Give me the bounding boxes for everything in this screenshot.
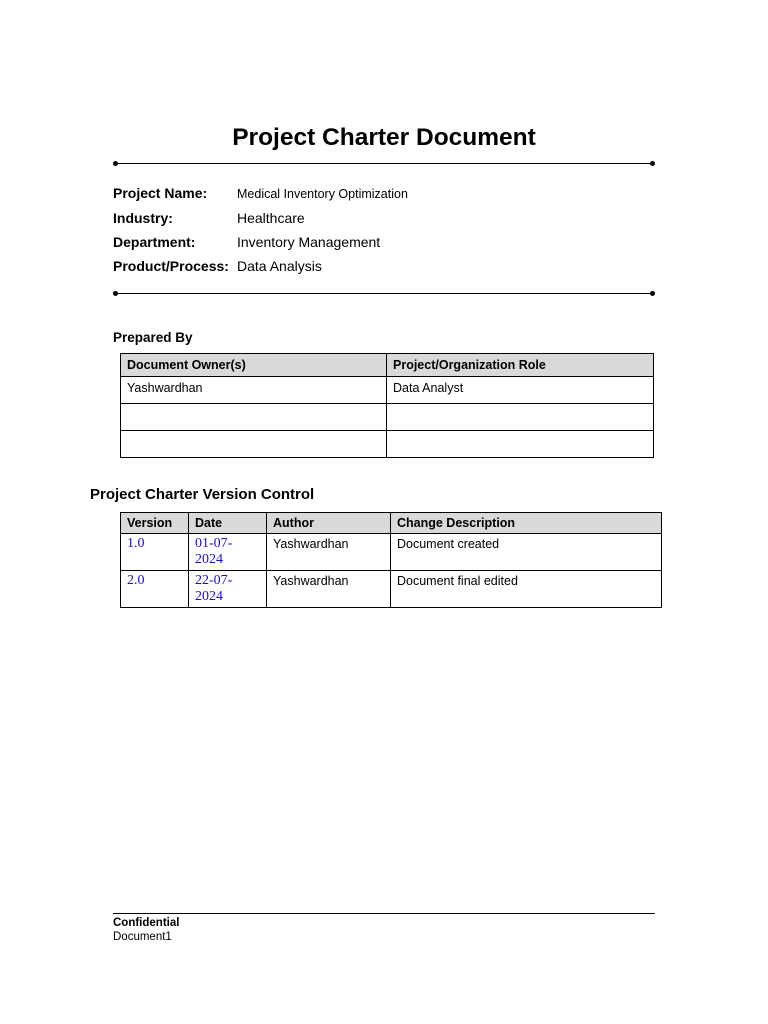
date-cell: 22-07-2024: [189, 571, 267, 608]
table-header-row: [121, 354, 654, 377]
bottom-divider: [115, 293, 653, 294]
version-cell: 1.0: [121, 534, 189, 571]
project-name-label: Project Name:: [113, 185, 208, 201]
project-name-value: Medical Inventory Optimization: [237, 187, 408, 201]
industry-value: Healthcare: [237, 210, 305, 226]
date-cell: 01-07-2024: [189, 534, 267, 571]
table-row: [121, 431, 654, 458]
column-header-author: Author: [267, 513, 391, 534]
version-cell: 2.0: [121, 571, 189, 608]
column-header-role: Project/Organization Role: [387, 354, 654, 377]
document-title: Project Charter Document: [232, 124, 536, 151]
role-cell: [387, 404, 654, 431]
version-control-table: [120, 512, 662, 608]
table-row: [121, 534, 662, 571]
owner-cell: [121, 431, 387, 458]
author-cell: Yashwardhan: [267, 534, 391, 571]
table-header-row: [121, 513, 662, 534]
owner-cell: Yashwardhan: [121, 377, 387, 404]
change-description-cell: Document final edited: [391, 571, 662, 608]
industry-label: Industry:: [113, 210, 173, 226]
product-process-value: Data Analysis: [237, 258, 322, 274]
column-header-change-description: Change Description: [391, 513, 662, 534]
top-divider: [115, 163, 653, 164]
footer-divider: [113, 913, 655, 914]
prepared-by-table: [120, 353, 654, 458]
owner-cell: [121, 404, 387, 431]
footer-confidential: Confidential: [113, 917, 180, 929]
column-header-version: Version: [121, 513, 189, 534]
column-header-document-owner: Document Owner(s): [121, 354, 387, 377]
product-process-label: Product/Process:: [113, 258, 229, 274]
version-control-heading: Project Charter Version Control: [90, 486, 315, 503]
department-value: Inventory Management: [237, 234, 381, 250]
role-cell: Data Analyst: [387, 377, 654, 404]
role-cell: [387, 431, 654, 458]
table-row: [121, 377, 654, 404]
column-header-date: Date: [189, 513, 267, 534]
table-row: [121, 404, 654, 431]
table-row: [121, 571, 662, 608]
change-description-cell: Document created: [391, 534, 662, 571]
prepared-by-heading: Prepared By: [113, 330, 193, 345]
author-cell: Yashwardhan: [267, 571, 391, 608]
department-label: Department:: [113, 234, 196, 250]
footer-document-name: Document1: [113, 931, 172, 943]
